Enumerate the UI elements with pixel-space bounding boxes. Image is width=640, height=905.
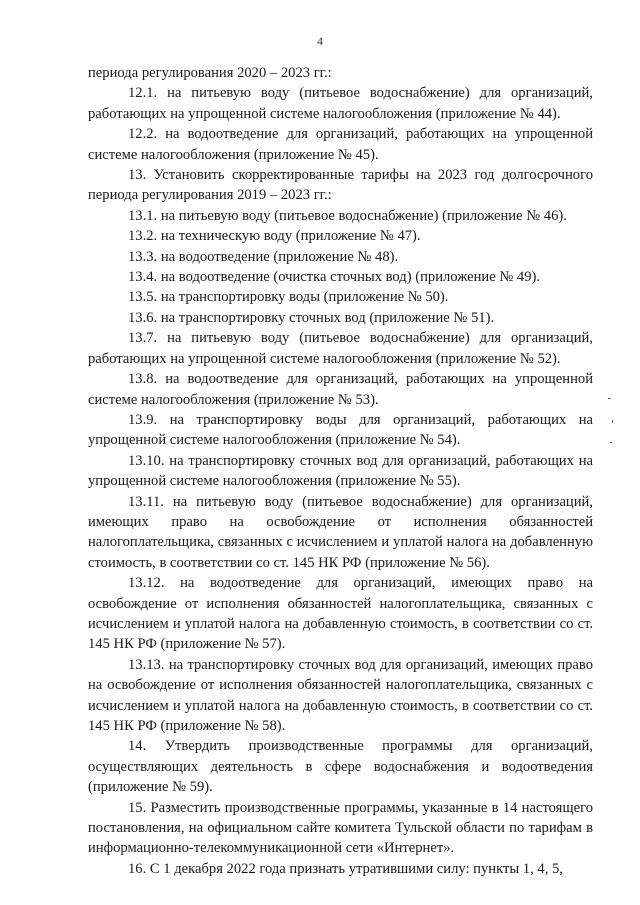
paragraph-16: 16. С 1 декабря 2022 года признать утратившими силу: пункты 1, 4, 5, (128, 860, 563, 877)
paragraph-13-12: 13.12. на водоотведение для организаций, имеющих право на освобождение от исполнения обязанностей налогоплательщика, связанных с исчислением и уплатой налога на добавленную стоимость, в соответствии со ст. 145 НК РФ (приложение № 57). (88, 575, 593, 653)
paragraph-13-2: 13.2. на техническую воду (приложение № 47). (128, 228, 421, 245)
paragraph-12-2: 12.2. на водоотведение для организаций, работающих на упрощенной системе налогообложения (приложение № 45). (88, 126, 593, 163)
paragraph-13-1: 13.1. на питьевую воду (питьевое водоснабжение) (приложение № 46). (128, 207, 567, 224)
paragraph-15: 15. Разместить производственные программы, указанные в 14 настоящего постановления, на официальном сайте комитета Тульской области по тарифам в информационно-телекоммуникационной сети «Интернет». (88, 799, 593, 857)
paragraph-13: 13. Установить скорректированные тарифы на 2023 год долгосрочного периода регулирования 2019 – 2023 гг.: (88, 167, 593, 204)
paragraph-13-11: 13.11. на питьевую воду (питьевое водоснабжение) для организаций, имеющих право на освобождение от исполнения обязанностей налогоплательщика, связанных с исчислением и уплатой налога на добавленную стоимость, в соответствии со ст. 145 НК РФ (приложение № 56). (88, 493, 593, 571)
paragraph-14: 14. Утвердить производственные программы для организаций, осуществляющих деятельность в сфере водоснабжения и водоотведения (приложение № 59). (88, 738, 593, 796)
document-body (88, 63, 593, 879)
paragraph-13-6: 13.6. на транспортировку сточных вод (приложение № 51). (128, 309, 495, 326)
paragraph-13-8: 13.8. на водоотведение для организаций, работающих на упрощенной системе налогообложения (приложение № 53). (88, 371, 593, 408)
scan-mark (608, 398, 611, 399)
paragraph-13-7: 13.7. на питьевую воду (питьевое водоснабжение) для организаций, работающих на упрощенной системе налогообложения (приложение № 52). (88, 330, 593, 367)
paragraph-13-3: 13.3. на водоотведение (приложение № 48). (128, 248, 399, 265)
paragraph-13-5: 13.5. на транспортировку воды (приложение № 50). (128, 289, 449, 306)
paragraph-13-13: 13.13. на транспортировку сточных вод для организаций, имеющих право на освобождение от исполнения обязанностей налогоплательщика, связанных с исчислением и уплатой налога на добавленную стоимость, в соответствии со ст. 145 НК РФ (приложение № 58). (88, 656, 593, 734)
paragraph-13-10: 13.10. на транспортировку сточных вод для организаций, работающих на упрощенной системе налогообложения (приложение № 55). (88, 452, 593, 490)
paragraph-0: периода регулирования 2020 – 2023 гг.: (88, 65, 332, 81)
paragraph-12-1: 12.1. на питьевую воду (питьевое водоснабжение) для организаций, работающих на упрощенной системе налогообложения (приложение № 44). (88, 85, 593, 122)
page-number: 4 (317, 34, 323, 48)
scan-mark (612, 420, 613, 423)
paragraph-13-4: 13.4. на водоотведение (очистка сточных вод) (приложение № 49). (128, 269, 541, 286)
scan-mark (610, 442, 612, 443)
paragraph-13-9: 13.9. на транспортировку воды для организаций, работающих на упрощенной системе налогообложения (приложение № 54). (88, 411, 593, 449)
